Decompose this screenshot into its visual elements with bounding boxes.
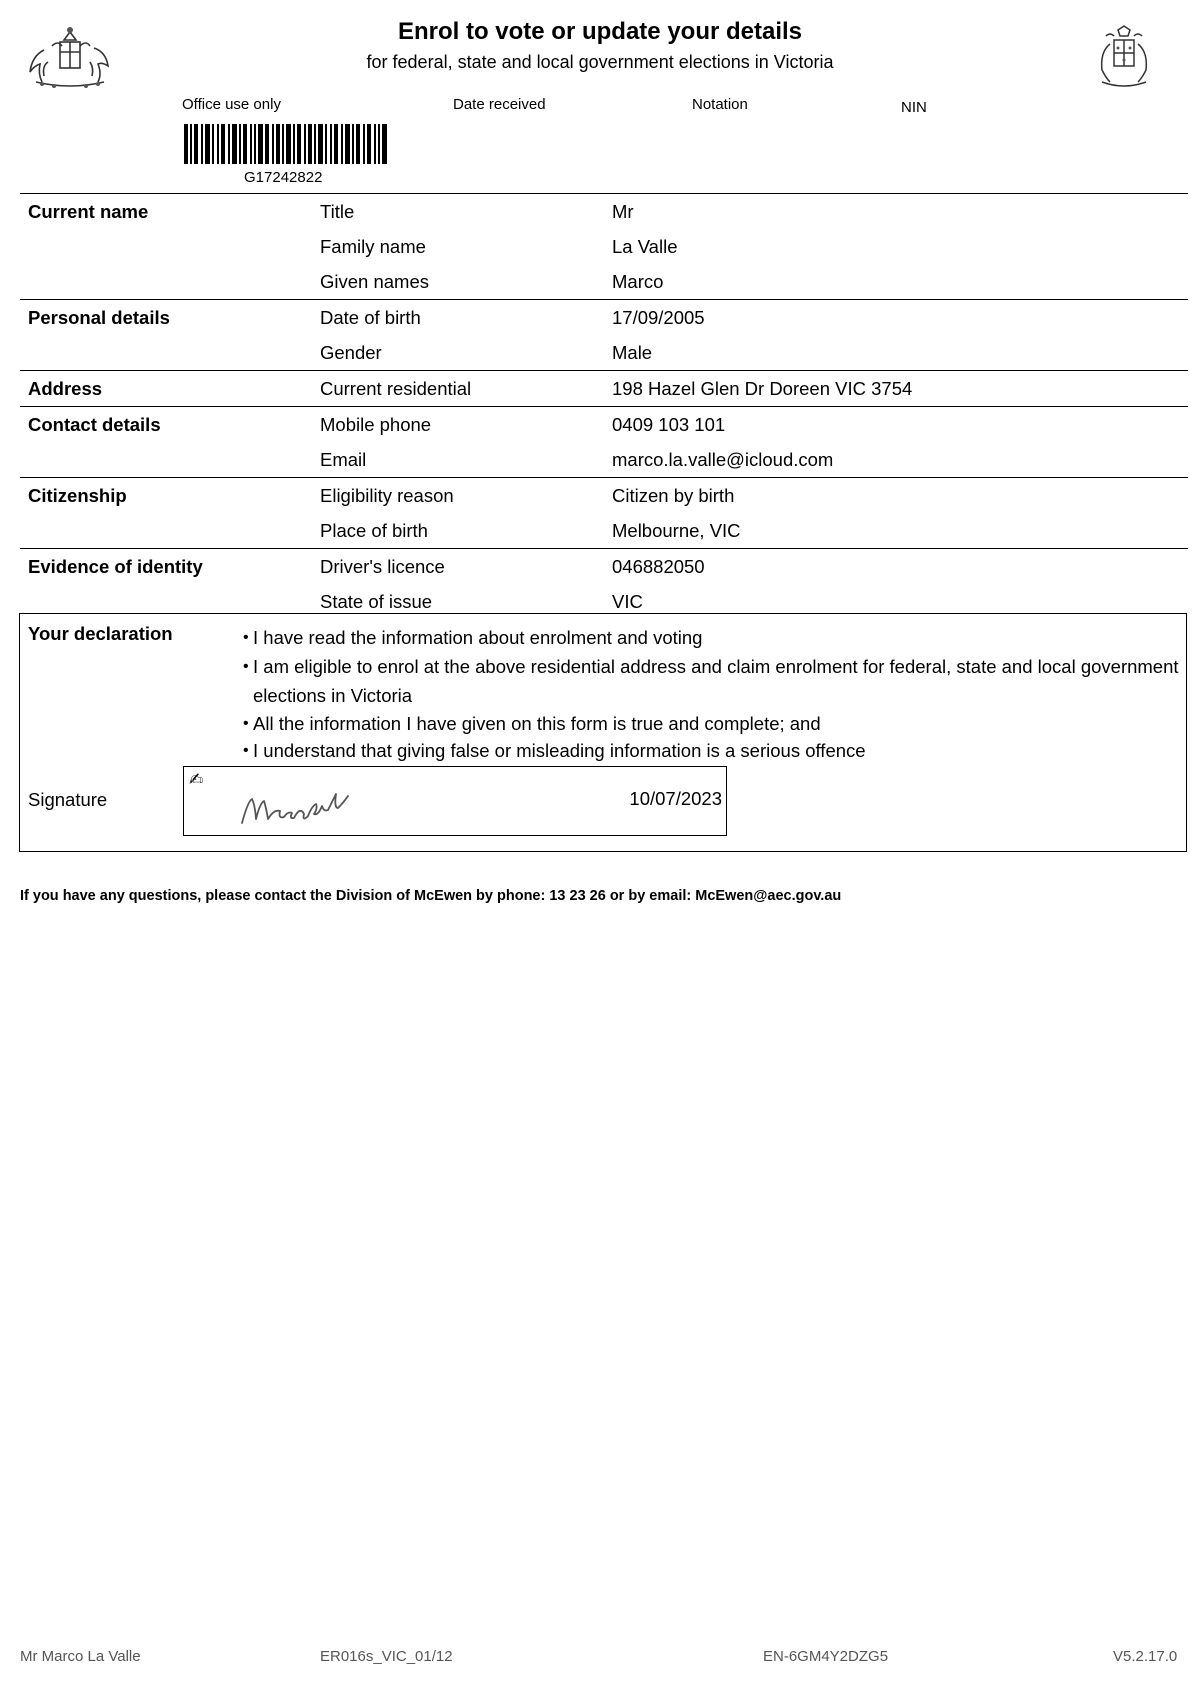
table-row [20, 442, 1188, 478]
field-value-family-name: La Valle [612, 235, 678, 257]
barcode-number: G17242822 [244, 169, 323, 186]
office-use-label: Office use only [182, 96, 281, 113]
table-row [20, 264, 1188, 300]
signature-label: Signature [28, 789, 108, 810]
signature-box [183, 766, 727, 836]
table-row [20, 549, 1188, 585]
table-row [20, 371, 1188, 407]
declaration-heading: Your declaration [28, 623, 173, 644]
field-label-eligibility-reason: Eligibility reason [320, 478, 612, 514]
pen-icon: ✍ [189, 770, 204, 789]
field-value-mobile-phone: 0409 103 101 [612, 407, 1188, 443]
footer-form-code: ER016s_VIC_01/12 [320, 1648, 453, 1665]
form-subtitle: for federal, state and local government elections in Victoria [366, 52, 834, 72]
field-value-date-of-birth: 17/09/2005 [612, 300, 1188, 336]
section-heading-address: Address [20, 371, 320, 407]
field-value-current-residential: 198 Hazel Glen Dr Doreen VIC 3754 [612, 371, 1188, 407]
field-label-state-of-issue: State of issue [320, 590, 433, 612]
signature-date: 10/07/2023 [629, 788, 722, 809]
declaration-box [19, 613, 1187, 852]
field-label-current-residential: Current residential [320, 371, 612, 407]
field-label-title: Title [320, 194, 612, 230]
barcode [184, 124, 390, 164]
footer-reference: EN-6GM4Y2DZG5 [763, 1648, 889, 1665]
field-label-mobile-phone: Mobile phone [320, 407, 612, 443]
handwritten-signature [240, 785, 380, 831]
date-received-label: Date received [453, 96, 546, 113]
field-label-place-of-birth: Place of birth [320, 519, 428, 541]
field-label-given-names: Given names [320, 270, 429, 292]
table-row [20, 513, 1188, 549]
footer-name: Mr Marco La Valle [20, 1648, 141, 1665]
section-heading-personal-details: Personal details [20, 300, 320, 336]
field-label-date-of-birth: Date of birth [320, 300, 612, 336]
declaration-item: • All the information I have given on this form is true and complete; and [243, 710, 1183, 737]
table-row [20, 194, 1188, 230]
table-row [20, 478, 1188, 514]
field-value-given-names: Marco [612, 270, 664, 292]
contact-note: If you have any questions, please contact the Division of McEwen by phone: 13 23 26 or by email: McEwen@aec.gov.au [20, 888, 842, 904]
section-heading-contact-details: Contact details [20, 407, 320, 443]
field-value-gender: Male [612, 341, 653, 363]
table-row [20, 335, 1188, 371]
table-row [20, 300, 1188, 336]
declaration-item: • I understand that giving false or misleading information is a serious offence [243, 737, 1183, 764]
details-table [20, 193, 1188, 619]
section-heading-citizenship: Citizenship [20, 478, 320, 514]
footer-version: V5.2.17.0 [1113, 1648, 1178, 1665]
field-value-place-of-birth: Melbourne, VIC [612, 519, 741, 541]
nin-label: NIN [901, 99, 927, 116]
section-heading-current-name: Current name [20, 194, 320, 230]
form-title: Enrol to vote or update your details [397, 18, 803, 45]
field-value-email: marco.la.valle@icloud.com [612, 448, 834, 470]
field-label-gender: Gender [320, 341, 382, 363]
table-row [20, 229, 1188, 264]
field-value-title: Mr [612, 194, 1188, 230]
field-label-drivers-licence: Driver's licence [320, 549, 612, 585]
table-row [20, 407, 1188, 443]
field-label-family-name: Family name [320, 235, 426, 257]
notation-label: Notation [692, 96, 748, 113]
field-value-eligibility-reason: Citizen by birth [612, 478, 1188, 514]
declaration-list [243, 623, 1183, 764]
declaration-item: • I am eligible to enrol at the above residential address and claim enrolment for federal, state and local government elections in Victoria [243, 652, 1183, 710]
field-value-state-of-issue: VIC [612, 590, 643, 612]
field-value-drivers-licence: 046882050 [612, 549, 1188, 585]
declaration-item: • I have read the information about enrolment and voting [243, 623, 1183, 652]
field-label-email: Email [320, 448, 367, 470]
section-heading-evidence-of-identity: Evidence of identity [20, 549, 320, 585]
